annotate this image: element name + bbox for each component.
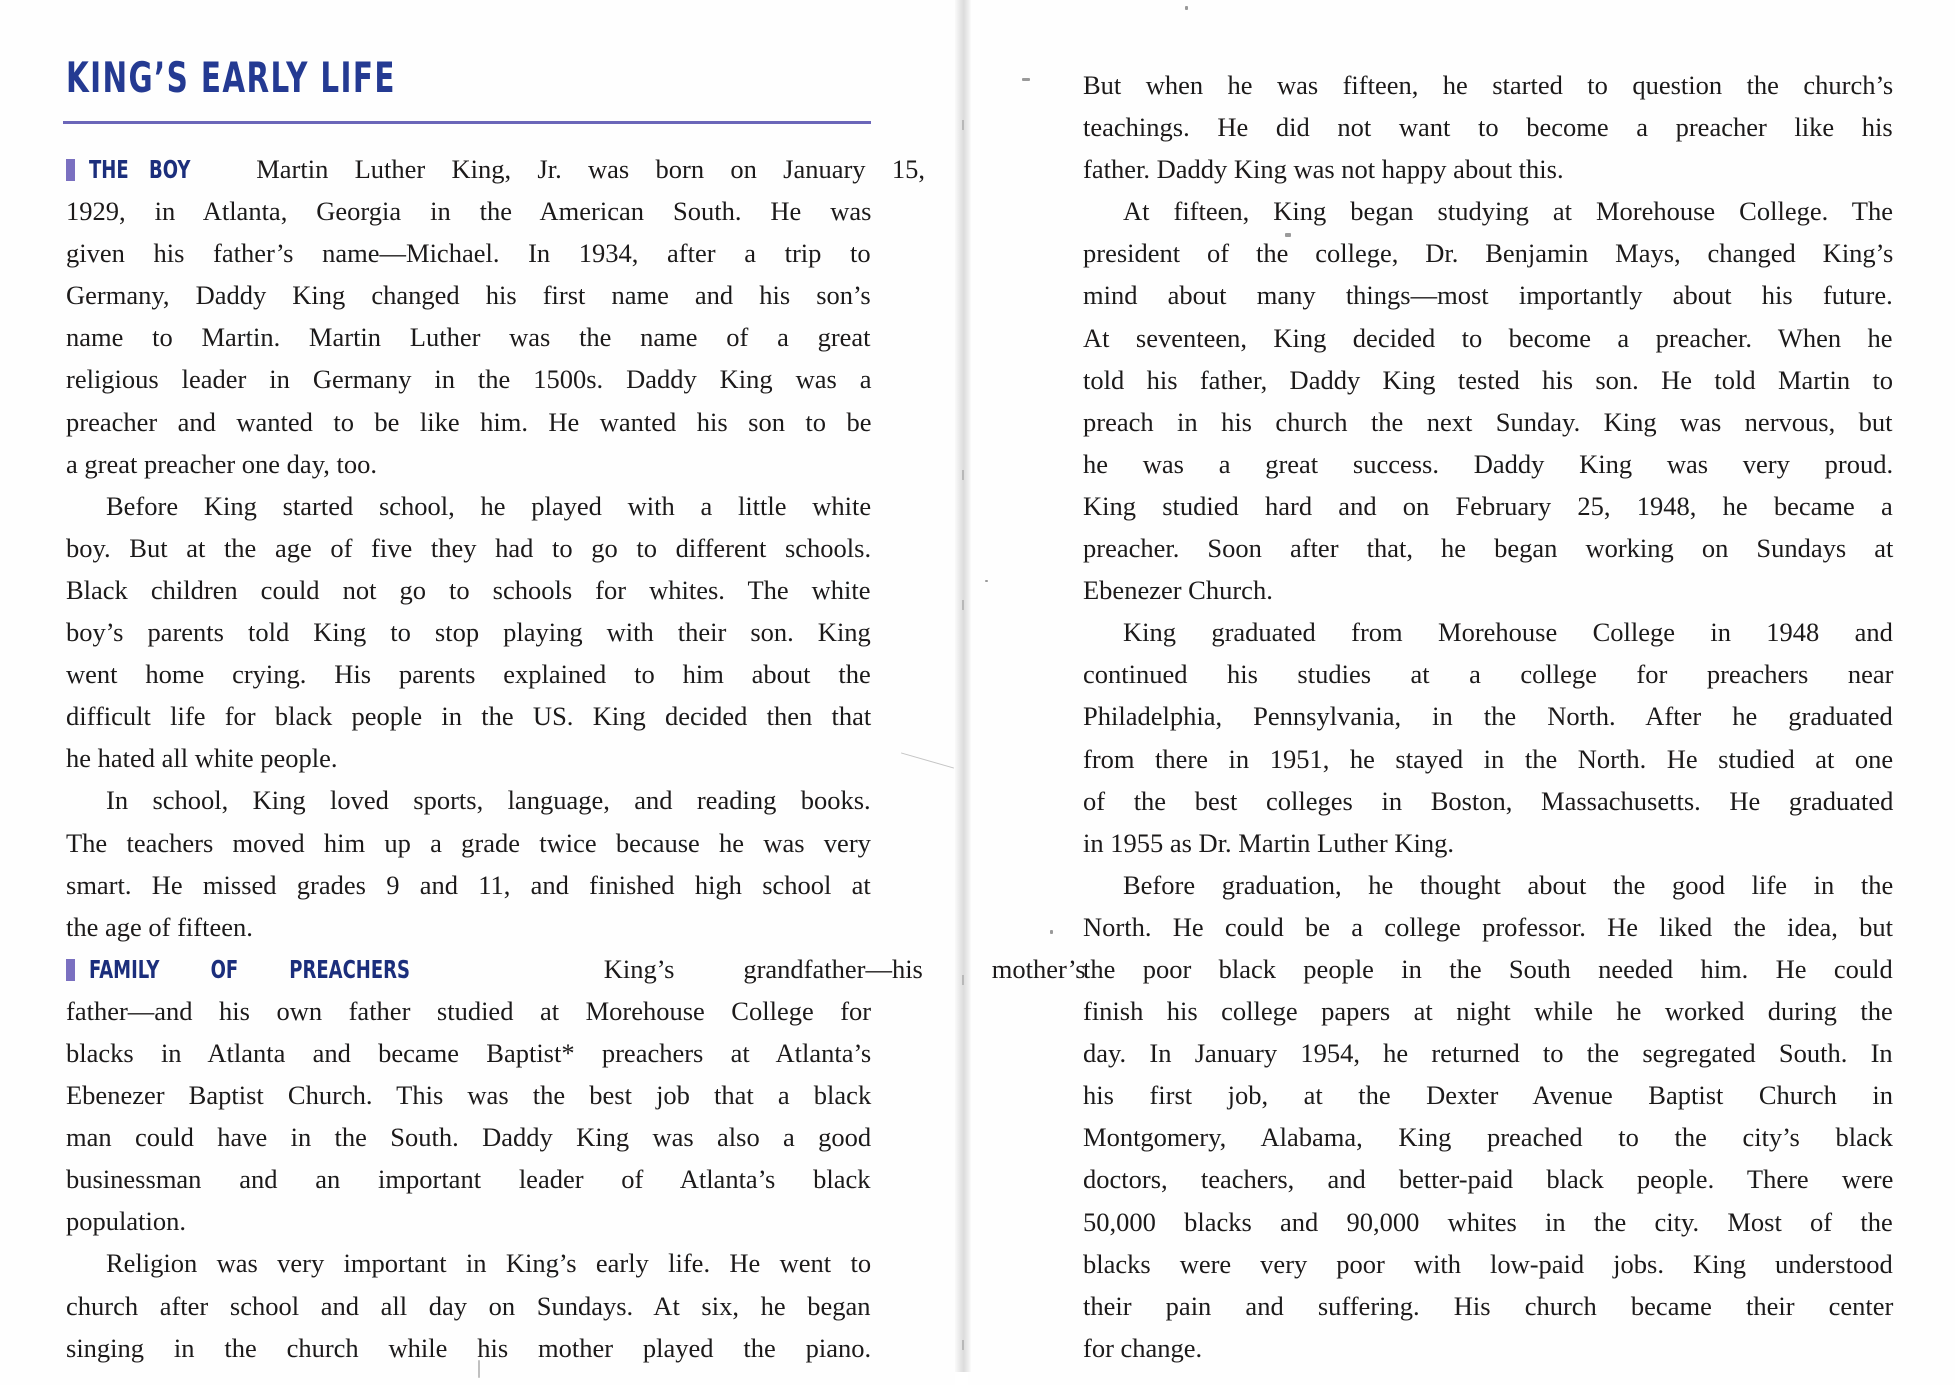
text-line — [1083, 1116, 1893, 1158]
text-line-content — [1083, 569, 1273, 611]
body-text: religious leader in Germany in the 1500s. Daddy King was a — [66, 364, 872, 395]
text-line-content — [66, 1116, 871, 1158]
body-text: King graduated from Morehouse College in 1948 and — [1123, 617, 1893, 648]
text-line-content — [66, 443, 377, 485]
body-text: he hated all white people. — [66, 743, 338, 774]
text-line — [1083, 64, 1893, 106]
text-line-content — [1083, 780, 1893, 822]
text-line — [1083, 990, 1893, 1032]
text-line-content — [1083, 1243, 1893, 1285]
text-line-content — [1083, 653, 1893, 695]
title-divider — [63, 121, 871, 124]
text-line — [66, 990, 871, 1032]
body-text: blacks were very poor with low-paid jobs. King understood — [1083, 1248, 1893, 1279]
text-line — [1083, 695, 1893, 737]
body-text: preacher. Soon after that, he began working on Sundays at — [1083, 533, 1894, 564]
text-line-content — [106, 1242, 871, 1284]
text-line-content — [66, 1158, 871, 1200]
text-line-content — [66, 864, 871, 906]
text-line-content — [1123, 190, 1893, 232]
text-line-content — [1083, 1116, 1893, 1158]
text-line — [1083, 906, 1893, 948]
body-text: At fifteen, King began studying at Morehouse College. The — [1123, 196, 1893, 227]
text-line — [1083, 864, 1893, 906]
text-line — [1083, 738, 1893, 780]
body-text: continued his studies at a college for preachers near — [1083, 659, 1894, 690]
body-text: their pain and suffering. His church became their center — [1083, 1290, 1894, 1321]
text-line-content — [1083, 948, 1893, 990]
text-line — [1083, 359, 1893, 401]
text-line-content — [66, 611, 871, 653]
text-line — [1083, 1285, 1893, 1327]
text-line-content — [66, 358, 871, 400]
text-line — [66, 1158, 871, 1200]
text-line — [1083, 1327, 1893, 1369]
body-text: The teachers moved him up a grade twice because he was very — [66, 827, 871, 858]
text-line — [1083, 443, 1893, 485]
fold-mark — [962, 120, 964, 130]
fold-mark — [962, 1340, 964, 1350]
text-line — [66, 190, 871, 232]
body-text: Ebenezer Baptist Church. This was the best job that a black — [66, 1080, 872, 1111]
text-line-content — [1083, 1285, 1893, 1327]
text-line — [66, 737, 871, 779]
text-line-content — [66, 190, 871, 232]
body-text: in 1955 as Dr. Martin Luther King. — [1083, 827, 1454, 858]
body-text: doctors, teachers, and better-paid black people. There were — [1083, 1164, 1894, 1195]
body-text: Montgomery, Alabama, King preached to the city’s black — [1083, 1122, 1893, 1153]
body-text: businessman and an important leader of Atlanta’s black — [66, 1164, 871, 1195]
text-line — [66, 1285, 871, 1327]
text-line-content — [66, 316, 871, 358]
body-text: church after school and all day on Sundays. At six, he began — [66, 1290, 871, 1321]
text-line — [66, 906, 871, 948]
text-line-content — [1083, 1032, 1893, 1074]
body-text: Ebenezer Church. — [1083, 575, 1273, 606]
text-line-content — [1083, 485, 1893, 527]
text-line — [66, 527, 871, 569]
text-line-content — [66, 822, 871, 864]
text-line — [66, 569, 871, 611]
left-column-text — [66, 148, 1086, 1369]
text-line — [1083, 1032, 1893, 1074]
body-text: boy’s parents told King to stop playing with their son. King — [66, 617, 871, 648]
body-text: At seventeen, King decided to become a preacher. When he — [1083, 322, 1893, 353]
text-line-content — [1083, 64, 1893, 106]
text-line — [1083, 148, 1893, 190]
body-text: singing in the church while his mother played the piano. — [66, 1332, 872, 1363]
text-line — [66, 653, 871, 695]
text-line — [1083, 948, 1893, 990]
text-line-content — [66, 737, 338, 779]
text-line-content — [1083, 1074, 1893, 1116]
text-line-content — [1083, 274, 1893, 316]
body-text: of the best colleges in Boston, Massachusetts. He graduated — [1083, 785, 1894, 816]
body-text: president of the college, Dr. Benjamin Mays, changed King’s — [1083, 238, 1894, 269]
text-line — [66, 611, 871, 653]
text-line — [66, 1327, 871, 1369]
text-line — [66, 779, 871, 821]
right-column-text — [1083, 64, 1893, 1369]
body-text: King studied hard and on February 25, 1948, he became a — [1083, 490, 1893, 521]
body-text: North. He could be a college professor. He liked the idea, but — [1083, 911, 1894, 942]
text-line-content — [1083, 1158, 1893, 1200]
body-text: father. Daddy King was not happy about this. — [1083, 154, 1564, 185]
body-text: In school, King loved sports, language, and reading books. — [106, 785, 871, 816]
text-line-content — [66, 695, 871, 737]
text-line — [66, 316, 871, 358]
text-line — [1083, 611, 1893, 653]
text-line — [66, 695, 871, 737]
text-line-content — [66, 1327, 871, 1369]
text-line — [66, 1200, 871, 1242]
text-line — [66, 948, 1086, 990]
body-text: teachings. He did not want to become a preacher like his — [1083, 112, 1893, 143]
text-line-content — [1083, 738, 1893, 780]
text-line-content — [1123, 611, 1893, 653]
text-line — [1083, 274, 1893, 316]
text-line-content — [1083, 148, 1564, 190]
text-line-content — [66, 1032, 871, 1074]
text-line — [66, 358, 871, 400]
text-line — [1083, 1074, 1893, 1116]
text-line-content — [66, 1074, 871, 1116]
text-line-content — [66, 232, 871, 274]
text-line — [1083, 190, 1893, 232]
body-text: for change. — [1083, 1332, 1203, 1363]
body-text: given his father’s name—Michael. In 1934, after a trip to — [66, 238, 871, 269]
text-line — [66, 148, 925, 190]
text-line-content — [1083, 359, 1893, 401]
text-line-content — [66, 527, 871, 569]
body-text: man could have in the South. Daddy King was also a good — [66, 1122, 872, 1153]
text-line-content — [1083, 906, 1893, 948]
text-line — [66, 1242, 871, 1284]
text-line — [66, 443, 871, 485]
body-text: name to Martin. Martin Luther was the name of a great — [66, 322, 871, 353]
text-line-content — [66, 569, 871, 611]
text-line — [66, 485, 871, 527]
text-line — [1083, 527, 1893, 569]
section-label: THE BOY — [89, 155, 191, 184]
text-line-content — [66, 1285, 871, 1327]
text-line-content — [1083, 1327, 1202, 1369]
page-title: KING’S EARLY LIFE — [66, 53, 396, 102]
text-line — [1083, 1243, 1893, 1285]
text-line-content — [1083, 106, 1893, 148]
text-line — [1083, 653, 1893, 695]
text-line — [66, 232, 871, 274]
body-text: he was a great success. Daddy King was very proud. — [1083, 448, 1894, 479]
body-text: went home crying. His parents explained to him about the — [66, 659, 871, 690]
body-text: father—and his own father studied at Morehouse College for — [66, 995, 872, 1026]
text-line — [66, 1116, 871, 1158]
body-text: population. — [66, 1206, 186, 1237]
text-line-content — [66, 653, 871, 695]
body-text: boy. But at the age of five they had to go to different schools. — [66, 532, 872, 563]
body-text: a great preacher one day, too. — [66, 448, 377, 479]
body-text: day. In January 1954, he returned to the segregated South. In — [1083, 1038, 1893, 1069]
text-line — [66, 864, 871, 906]
body-text: Martin Luther King, Jr. was born on January 15, — [229, 154, 925, 184]
body-text: Black children could not go to schools for whites. The white — [66, 574, 871, 605]
text-line — [1083, 1201, 1893, 1243]
text-line — [1083, 780, 1893, 822]
text-line-content — [1083, 527, 1893, 569]
text-line-content — [66, 274, 871, 316]
body-text: 50,000 blacks and 90,000 whites in the city. Most of the — [1083, 1206, 1893, 1237]
body-text: 1929, in Atlanta, Georgia in the American South. He was — [66, 196, 872, 227]
text-line — [1083, 232, 1893, 274]
body-text: blacks in Atlanta and became Baptist* preachers at Atlanta’s — [66, 1037, 872, 1068]
text-line-content — [1083, 1201, 1893, 1243]
text-line — [1083, 569, 1893, 611]
fold-mark — [962, 600, 964, 610]
body-text: preach in his church the next Sunday. King was nervous, but — [1083, 406, 1893, 437]
body-text: the poor black people in the South needed him. He could — [1083, 953, 1893, 984]
text-line-content — [66, 148, 925, 191]
body-text: Germany, Daddy King changed his first name and his son’s — [66, 280, 871, 311]
text-line-content — [66, 401, 871, 443]
body-text: Religion was very important in King’s early life. He went to — [106, 1248, 872, 1279]
text-line — [1083, 485, 1893, 527]
fold-mark — [962, 470, 964, 480]
body-text: the age of fifteen. — [66, 911, 253, 942]
text-line — [1083, 317, 1893, 359]
text-line — [66, 1074, 871, 1116]
body-text: Before graduation, he thought about the good life in the — [1123, 869, 1894, 900]
body-text: difficult life for black people in the US. King decided then that — [66, 701, 872, 732]
text-line-content — [1083, 232, 1893, 274]
text-line-content — [1083, 443, 1893, 485]
text-line-content — [66, 990, 871, 1032]
body-text: But when he was fifteen, he started to question the church’s — [1083, 70, 1894, 100]
body-text: King’s grandfather—his mother’s — [534, 953, 1086, 984]
text-line-content — [1083, 822, 1454, 864]
body-text: his first job, at the Dexter Avenue Baptist Church in — [1083, 1080, 1894, 1111]
text-line-content — [1083, 990, 1893, 1032]
text-line-content — [1123, 864, 1893, 906]
text-line — [1083, 1158, 1893, 1200]
text-line-content — [66, 948, 1086, 991]
body-text: from there in 1951, he stayed in the North. He studied at one — [1083, 743, 1894, 774]
text-line — [66, 822, 871, 864]
text-line-content — [66, 1200, 186, 1242]
body-text: smart. He missed grades 9 and 11, and finished high school at — [66, 869, 871, 900]
text-line — [1083, 401, 1893, 443]
text-line — [1083, 106, 1893, 148]
text-line-content — [1083, 401, 1893, 443]
body-text: Philadelphia, Pennsylvania, in the North. After he graduated — [1083, 701, 1893, 732]
section-label: FAMILY OF PREACHERS — [89, 954, 410, 984]
text-line-content — [66, 906, 253, 948]
book-spine-fold — [955, 0, 971, 1372]
body-text: mind about many things—most importantly about his future. — [1083, 280, 1893, 311]
text-line — [66, 401, 871, 443]
section-bullet-icon — [66, 159, 75, 181]
body-text: preacher and wanted to be like him. He wanted his son to be — [66, 406, 872, 437]
text-line-content — [106, 485, 871, 527]
text-line — [66, 1032, 871, 1074]
text-line-content — [106, 779, 871, 821]
body-text: finish his college papers at night while he worked during the — [1083, 996, 1893, 1027]
body-text: told his father, Daddy King tested his son. He told Martin to — [1083, 364, 1894, 395]
text-line-content — [1083, 317, 1893, 359]
text-line-content — [1083, 695, 1893, 737]
text-line — [1083, 822, 1893, 864]
section-bullet-icon — [66, 959, 75, 981]
text-line — [66, 274, 871, 316]
body-text: Before King started school, he played with a little white — [106, 490, 872, 521]
